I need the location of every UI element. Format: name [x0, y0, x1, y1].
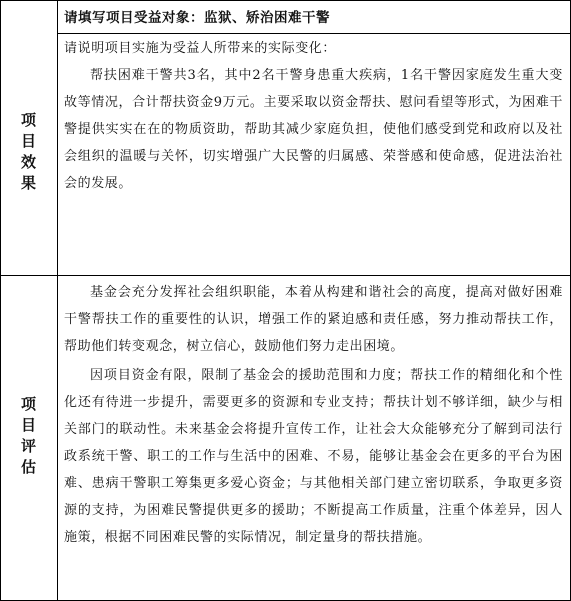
- evaluation-content: [64, 279, 563, 551]
- label-column-divider: [57, 0, 58, 600]
- evaluation-paragraph: 基金会充分发挥社会组织职能，本着从构建和谐社会的高度，提高对做好困难干警帮扶工作的重要性的认识，增强工作的紧迫感和责任感，努力推动帮扶工作，帮助他们转变观念，树立信心，鼓励他们努力走出困境。: [64, 285, 563, 354]
- effect-paragraph: 帮扶困难干警共3名，其中2名干警身患重大疾病，1名干警因家庭发生重大变故等情况，合计帮扶资金9万元。主要采取以资金帮扶、慰问看望等形式，为困难干警提供实实在在的物质资助，帮助其减少家庭负担，使他们感受到党和政府以及社会组织的温暖与关怀，切实增强广大民警的归属感、荣誉感和使命感，促进法治社会的发展。: [64, 68, 563, 191]
- effect-label: 项目效果: [19, 112, 37, 196]
- evaluation-label: 项目评估: [19, 395, 37, 480]
- beneficiary-header: 请填写项目受益对象：监狱、矫治困难干警: [64, 10, 330, 26]
- evaluation-label-cell: [0, 275, 57, 600]
- header-divider: [57, 33, 571, 34]
- evaluation-paragraph: 因项目资金有限，限制了基金会的援助范围和力度；帮扶工作的精细化和个性化还有待进一步提升，需要更多的资源和专业支持；帮扶计划不够详细，缺少与相关部门的联动性。未来基金会将提升宣传工作，让社会大众能够充分了解到司法行政系统干警、职工的工作与生活中的困难、不易，能够让基金会在更多的平台为困难、患病干警职工筹集更多爱心资金；与其他相关部门建立密切联系，争取更多资源的支持，为困难民警提供更多的援助；不断提高工作质量，注重个体差异，因人施策，根据不同困难民警的实际情况，制定量身的帮扶措施。: [64, 368, 563, 545]
- effect-intro: 请说明项目实施为受益人所带来的实际变化：: [64, 41, 337, 56]
- section-divider: [0, 275, 571, 276]
- effect-content: [64, 35, 563, 197]
- effect-label-cell: [0, 33, 57, 275]
